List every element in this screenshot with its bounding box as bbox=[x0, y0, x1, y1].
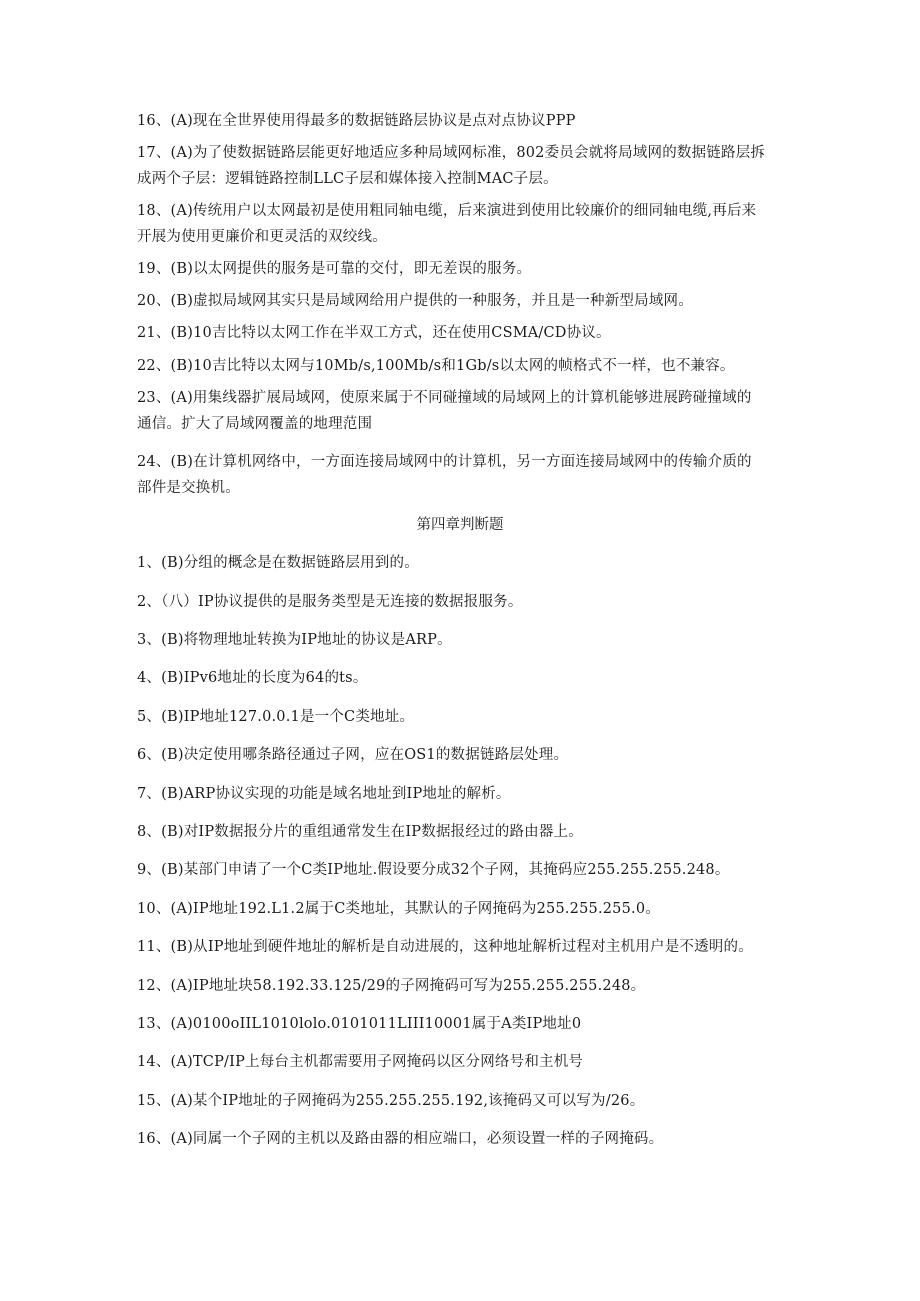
question-a20 bbox=[137, 288, 797, 314]
question-line: 16、(A)同属一个子网的主机以及路由器的相应端口，必须设置一样的子网掩码。 bbox=[137, 1131, 664, 1147]
question-b8 bbox=[137, 819, 797, 845]
question-line: 开展为使用更廉价和更灵活的双绞线。 bbox=[137, 229, 387, 245]
question-line: 10、(A)IP地址192.L1.2属于C类地址，其默认的子网掩码为255.255.255.0。 bbox=[137, 901, 660, 917]
question-a18 bbox=[137, 198, 797, 250]
question-b15 bbox=[137, 1088, 797, 1114]
question-b3 bbox=[137, 627, 797, 653]
question-b4 bbox=[137, 665, 797, 691]
question-a21 bbox=[137, 320, 797, 346]
question-b2 bbox=[137, 589, 797, 615]
question-b13 bbox=[137, 1011, 797, 1037]
question-a16 bbox=[137, 108, 797, 134]
question-line: 4、(B)IPv6地址的长度为64的ts。 bbox=[137, 670, 368, 686]
question-line: 1、(B)分组的概念是在数据链路层用到的。 bbox=[137, 555, 419, 571]
question-a23 bbox=[137, 385, 797, 437]
question-line: 16、(A)现在全世界使用得最多的数据链路层协议是点对点协议PPP bbox=[137, 113, 576, 129]
question-b5 bbox=[137, 704, 797, 730]
question-line: 20、(B)虚拟局域网其实只是局域网给用户提供的一种服务，并且是一种新型局域网。 bbox=[137, 293, 693, 309]
question-line: 7、(B)ARP协议实现的功能是域名地址到IP地址的解析。 bbox=[137, 786, 511, 802]
question-line: 17、(A)为了使数据链路层能更好地适应多种局域网标准，802委员会就将局域网的数据链路层拆 bbox=[137, 145, 766, 161]
question-line: 24、(B)在计算机网络中，一方面连接局域网中的计算机，另一方面连接局域网中的传输介质的 bbox=[137, 454, 752, 470]
question-line: 14、(A)TCP/IP上每台主机都需要用子网掩码以区分网络号和主机号 bbox=[137, 1054, 584, 1070]
question-a19 bbox=[137, 256, 797, 282]
question-line: 成两个子层：逻辑链路控制LLC子层和媒体接入控制MAC子层。 bbox=[137, 171, 558, 187]
question-line: 通信。扩大了局域网覆盖的地理范围 bbox=[137, 416, 373, 432]
question-line: 13、(A)0100oIIL1010lolo.0101011LIII10001属于A类IP地址0 bbox=[137, 1016, 582, 1032]
question-line: 23、(A)用集线器扩展局域网，使原来属于不同碰撞域的局域网上的计算机能够进展跨碰撞域的 bbox=[137, 390, 752, 406]
question-b11 bbox=[137, 934, 797, 960]
question-line: 8、(B)对IP数据报分片的重组通常发生在IP数据报经过的路由器上。 bbox=[137, 824, 583, 840]
question-line: 5、(B)IP地址127.0.0.1是一个C类地址。 bbox=[137, 709, 415, 725]
question-line: 9、(B)某部门申请了一个C类IP地址.假设要分成32个子网，其掩码应255.255.255.248。 bbox=[137, 862, 730, 878]
question-line: 18、(A)传统用户以太网最初是使用粗同轴电缆，后来演进到使用比较廉价的细同轴电缆,再后来 bbox=[137, 203, 757, 219]
question-line: 6、(B)决定使用哪条路径通过子网，应在OS1的数据链路层处理。 bbox=[137, 747, 569, 763]
question-line: 11、(B)从IP地址到硬件地址的解析是自动进展的，这种地址解析过程对主机用户是不透明的。 bbox=[137, 939, 753, 955]
question-b7 bbox=[137, 781, 797, 807]
question-b1 bbox=[137, 550, 797, 576]
question-line: 12、(A)IP地址块58.192.33.125/29的子网掩码可写为255.255.255.248。 bbox=[137, 978, 646, 994]
question-b12 bbox=[137, 973, 797, 999]
question-line: 部件是交换机。 bbox=[137, 480, 240, 496]
question-b14 bbox=[137, 1049, 797, 1075]
question-a22 bbox=[137, 353, 797, 379]
question-b9 bbox=[137, 857, 797, 883]
question-line: 19、(B)以太网提供的服务是可靠的交付，即无差误的服务。 bbox=[137, 261, 532, 277]
question-b16 bbox=[137, 1126, 797, 1152]
question-a24 bbox=[137, 449, 797, 501]
question-line: 15、(A)某个IP地址的子网掩码为255.255.255.192,该掩码又可以写为/26。 bbox=[137, 1093, 645, 1109]
question-line: 22、(B)10吉比特以太网与10Mb/s,100Mb/s和1Gb/s以太网的帧格式不一样，也不兼容。 bbox=[137, 358, 735, 374]
chapter-title: 第四章判断题 bbox=[416, 517, 504, 533]
question-line: 2、（八）IP协议提供的是服务类型是无连接的数据报服务。 bbox=[137, 594, 523, 610]
question-line: 3、(B)将物理地址转换为IP地址的协议是ARP。 bbox=[137, 632, 452, 648]
question-b10 bbox=[137, 896, 797, 922]
question-a17 bbox=[137, 140, 797, 192]
question-b6 bbox=[137, 742, 797, 768]
question-line: 21、(B)10吉比特以太网工作在半双工方式，还在使用CSMA/CD协议。 bbox=[137, 325, 611, 341]
